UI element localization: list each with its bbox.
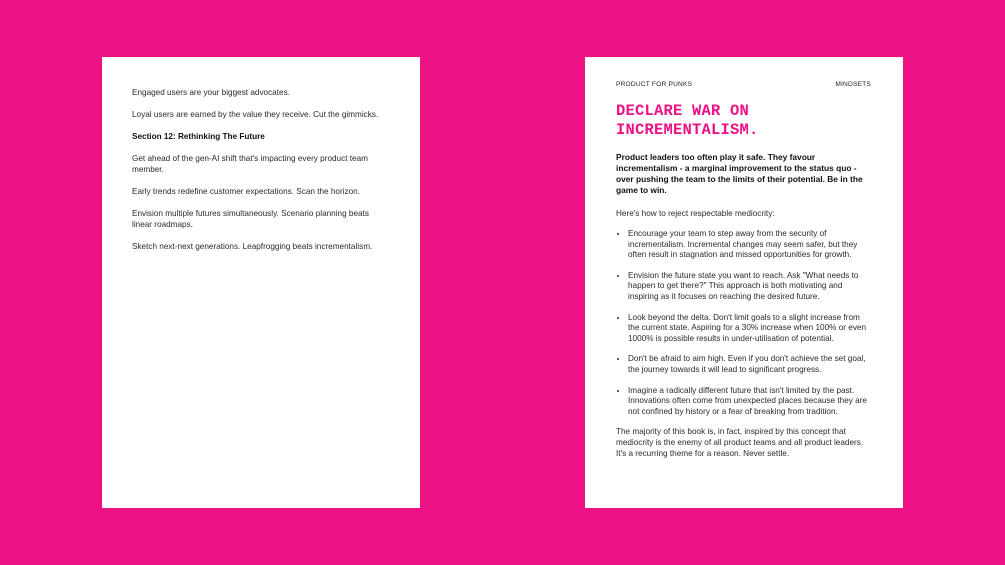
paragraph: Loyal users are earned by the value they receive. Cut the gimmicks. <box>132 110 379 119</box>
running-head-book-title: PRODUCT FOR PUNKS <box>616 81 693 88</box>
list-item: • Encourage your team to step away from the security of incrementalism. Incremental changes may seem safer, but they often result in stagnation and missed opportunities for growth. <box>628 229 871 261</box>
list-item: • Don't be afraid to aim high. Even if you don't achieve the set goal, the journey towards it will lead to significant progress. <box>628 354 871 375</box>
paragraph: Envision multiple futures simultaneously. Scenario planning beats linear roadmaps. <box>132 209 369 229</box>
closing-paragraph: The majority of this book is, in fact, inspired by this concept that mediocrity is the enemy of all product teams and all product leaders. It's a recurring theme for a reason. Never settle. <box>616 427 864 458</box>
section-heading: Section 12: Rethinking The Future <box>132 132 265 141</box>
chapter-headline <box>616 102 871 140</box>
headline-line-2: INCREMENTALISM. <box>616 121 759 139</box>
running-head <box>616 81 871 88</box>
list-item: • Imagine a radically different future that isn't limited by the past. Innovations often come from unexpected places because they are not confined by history or a fear of breaking from tradition. <box>628 386 871 418</box>
paragraph: Get ahead of the gen-AI shift that's impacting every product team member. <box>132 154 368 174</box>
paragraph: Sketch next-next generations. Leapfrogging beats incrementalism. <box>132 242 373 251</box>
right-page <box>585 57 903 508</box>
left-page <box>102 57 420 508</box>
list-item: • Envision the future state you want to reach. Ask "What needs to happen to get there?" This approach is both motivating and inspiring as it focuses on reaching the desired future. <box>628 271 871 303</box>
lede-paragraph: Product leaders too often play it safe. They favour incrementalism - a marginal improvement to the status quo - over pushing the team to the limits of their potential. Be in the game to win. <box>616 152 863 195</box>
headline-line-1: DECLARE WAR ON <box>616 102 750 120</box>
list-item: • Look beyond the delta. Don't limit goals to a slight increase from the current state. Aspiring for a 30% increase when 100% or even 1000% is possible results in under-utilisation of potential. <box>628 313 871 345</box>
paragraph: Early trends redefine customer expectations. Scan the horizon. <box>132 187 361 196</box>
intro-paragraph: Here's how to reject respectable mediocrity: <box>616 209 775 218</box>
running-head-chapter: MINDSETS <box>835 81 871 88</box>
bullet-list <box>616 229 871 417</box>
paragraph: Engaged users are your biggest advocates. <box>132 88 290 97</box>
